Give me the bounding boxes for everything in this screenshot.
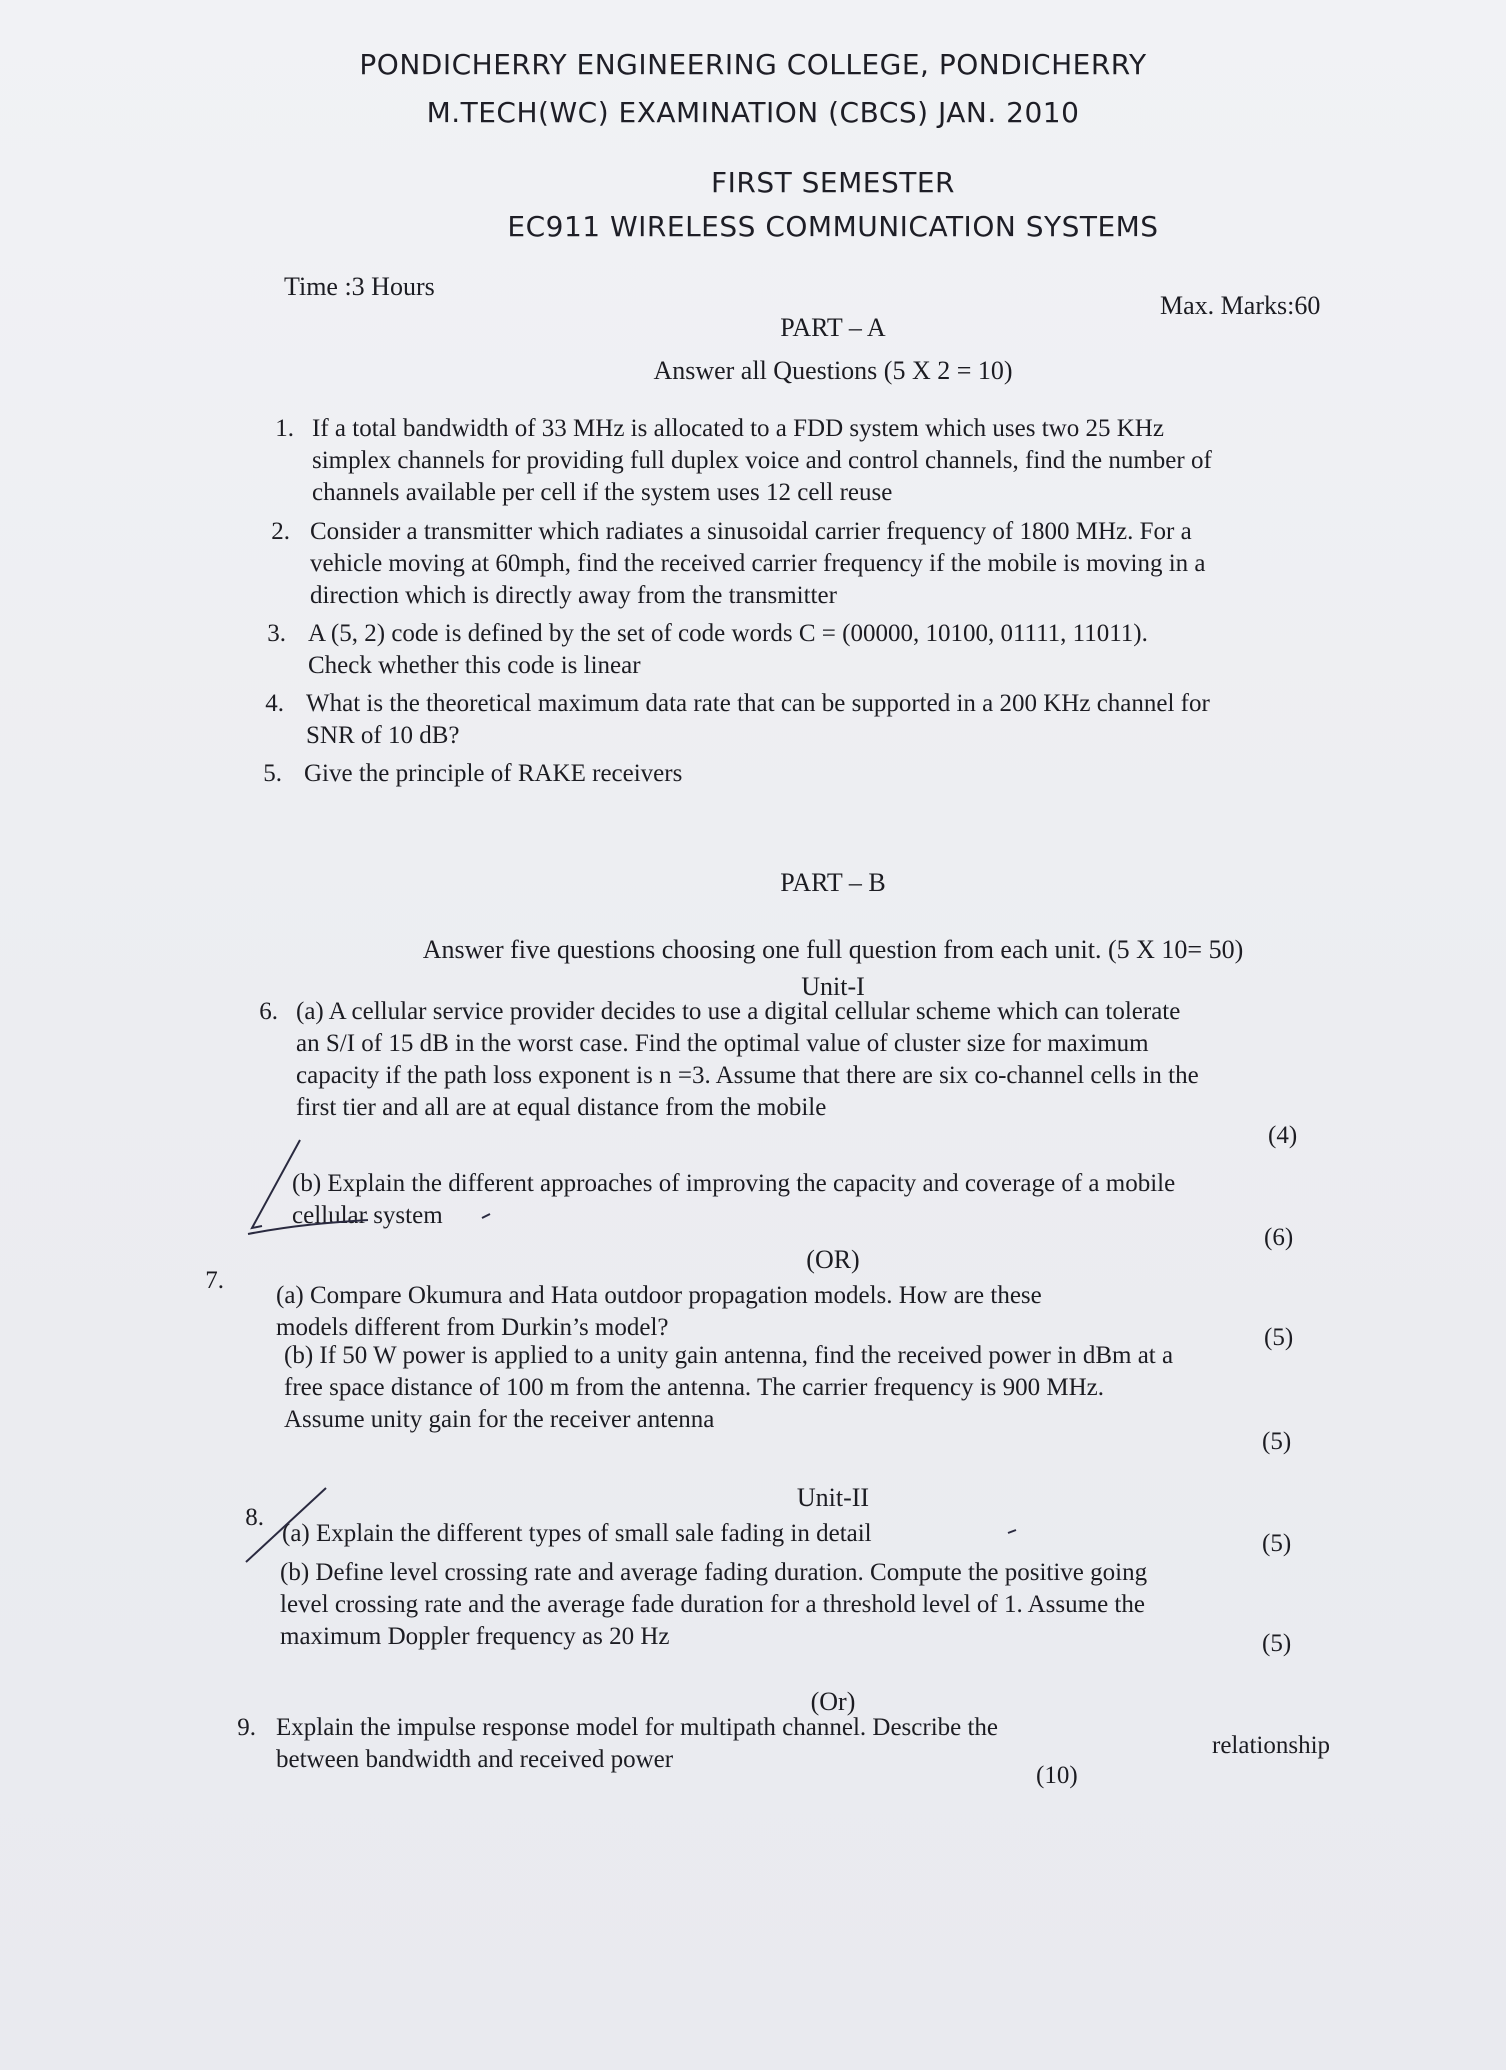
pen-stroke (252, 1140, 300, 1228)
pen-stroke (1008, 1530, 1016, 1533)
pen-stroke (246, 1488, 326, 1562)
or-separator: (Or) (810, 1687, 856, 1716)
marks-label: (5) (1262, 1530, 1292, 1557)
or-separator: (OR) (806, 1245, 860, 1274)
question-number: 7. (205, 1267, 224, 1294)
question-number: 6. (259, 998, 278, 1025)
question-line: SNR of 10 dB? (306, 722, 460, 749)
question-line: Explain the impulse response model for multipath channel. Describe the (276, 1714, 999, 1741)
exam-duration: Time :3 Hours (284, 272, 435, 301)
max-marks: Max. Marks:60 (1160, 291, 1321, 320)
question-line: Check whether this code is linear (308, 652, 641, 679)
question-line: (b) Define level crossing rate and average fading duration. Compute the positive going (280, 1559, 1148, 1586)
question-line: Assume unity gain for the receiver antenna (284, 1406, 715, 1433)
question-number: 1. (275, 415, 294, 442)
question-line: If a total bandwidth of 33 MHz is allocated to a FDD system which uses two 25 KHz (312, 415, 1164, 442)
question-number: 9. (237, 1714, 256, 1741)
question-line: first tier and all are at equal distance from the mobile (296, 1094, 827, 1121)
question-line: models different from Durkin’s model? (276, 1314, 669, 1341)
unit-2-heading: Unit-II (796, 1483, 870, 1512)
question-line: A (5, 2) code is defined by the set of code words C = (00000, 10100, 01111, 11011). (308, 620, 1148, 647)
question-line: an S/I of 15 dB in the worst case. Find the optimal value of cluster size for maximum (296, 1030, 1149, 1057)
question-number: 4. (265, 690, 284, 717)
question-number: 5. (263, 760, 282, 787)
question-9-word: relationship (1212, 1732, 1331, 1759)
unit-1-heading: Unit-I (801, 972, 865, 1001)
question-number: 2. (271, 518, 290, 545)
question-line: Consider a transmitter which radiates a sinusoidal carrier frequency of 1800 MHz. For a (310, 518, 1192, 545)
question-line: simplex channels for providing full duplex voice and control channels, find the number of (312, 447, 1212, 474)
pen-stroke (482, 1214, 490, 1218)
question-line: level crossing rate and the average fade duration for a threshold level of 1. Assume the (280, 1591, 1145, 1618)
question-line: capacity if the path loss exponent is n =3. Assume that there are six co-channel cells in the (296, 1062, 1199, 1089)
part-b-instruction: Answer five questions choosing one full question from each unit. (5 X 10= 50) (422, 935, 1244, 964)
question-line: between bandwidth and received power (276, 1746, 674, 1773)
question-line: maximum Doppler frequency as 20 Hz (280, 1623, 670, 1650)
exam-title: M.TECH(WC) EXAMINATION (CBCS) JAN. 2010 (426, 96, 1080, 129)
pen-stroke (248, 1220, 368, 1234)
question-line: Give the principle of RAKE receivers (304, 760, 683, 787)
question-line: channels available per cell if the system uses 12 cell reuse (312, 479, 893, 506)
question-line: direction which is directly away from the transmitter (310, 582, 837, 609)
semester-title: FIRST SEMESTER (711, 166, 955, 199)
question-line: (b) If 50 W power is applied to a unity gain antenna, find the received power in dBm at a (284, 1342, 1174, 1369)
question-line: free space distance of 100 m from the antenna. The carrier frequency is 900 MHz. (284, 1374, 1105, 1401)
question-line: (a) A cellular service provider decides to use a digital cellular scheme which can tolerate (296, 998, 1181, 1025)
marks-label: (4) (1268, 1122, 1298, 1149)
question-number: 8. (245, 1504, 264, 1531)
marks-label: (10) (1036, 1762, 1078, 1789)
question-line: cellular system (292, 1202, 443, 1229)
marks-label: (5) (1262, 1428, 1292, 1455)
marks-label: (6) (1264, 1224, 1294, 1251)
question-line: What is the theoretical maximum data rate that can be supported in a 200 KHz channel for (306, 690, 1210, 717)
part-a-title: PART – A (780, 313, 886, 342)
question-line: vehicle moving at 60mph, find the received carrier frequency if the mobile is moving in a (310, 550, 1206, 577)
part-a-instruction: Answer all Questions (5 X 2 = 10) (653, 356, 1013, 385)
course-title: EC911 WIRELESS COMMUNICATION SYSTEMS (507, 210, 1159, 243)
marks-label: (5) (1262, 1630, 1292, 1657)
part-b-title: PART – B (780, 868, 886, 897)
question-line: (a) Explain the different types of small sale fading in detail (282, 1520, 872, 1547)
question-line: (a) Compare Okumura and Hata outdoor propagation models. How are these (276, 1282, 1042, 1309)
question-line: (b) Explain the different approaches of improving the capacity and coverage of a mobile (292, 1170, 1176, 1197)
marks-label: (5) (1264, 1324, 1294, 1351)
question-number: 3. (267, 620, 286, 647)
college-name: PONDICHERRY ENGINEERING COLLEGE, PONDICHERRY (359, 48, 1147, 81)
